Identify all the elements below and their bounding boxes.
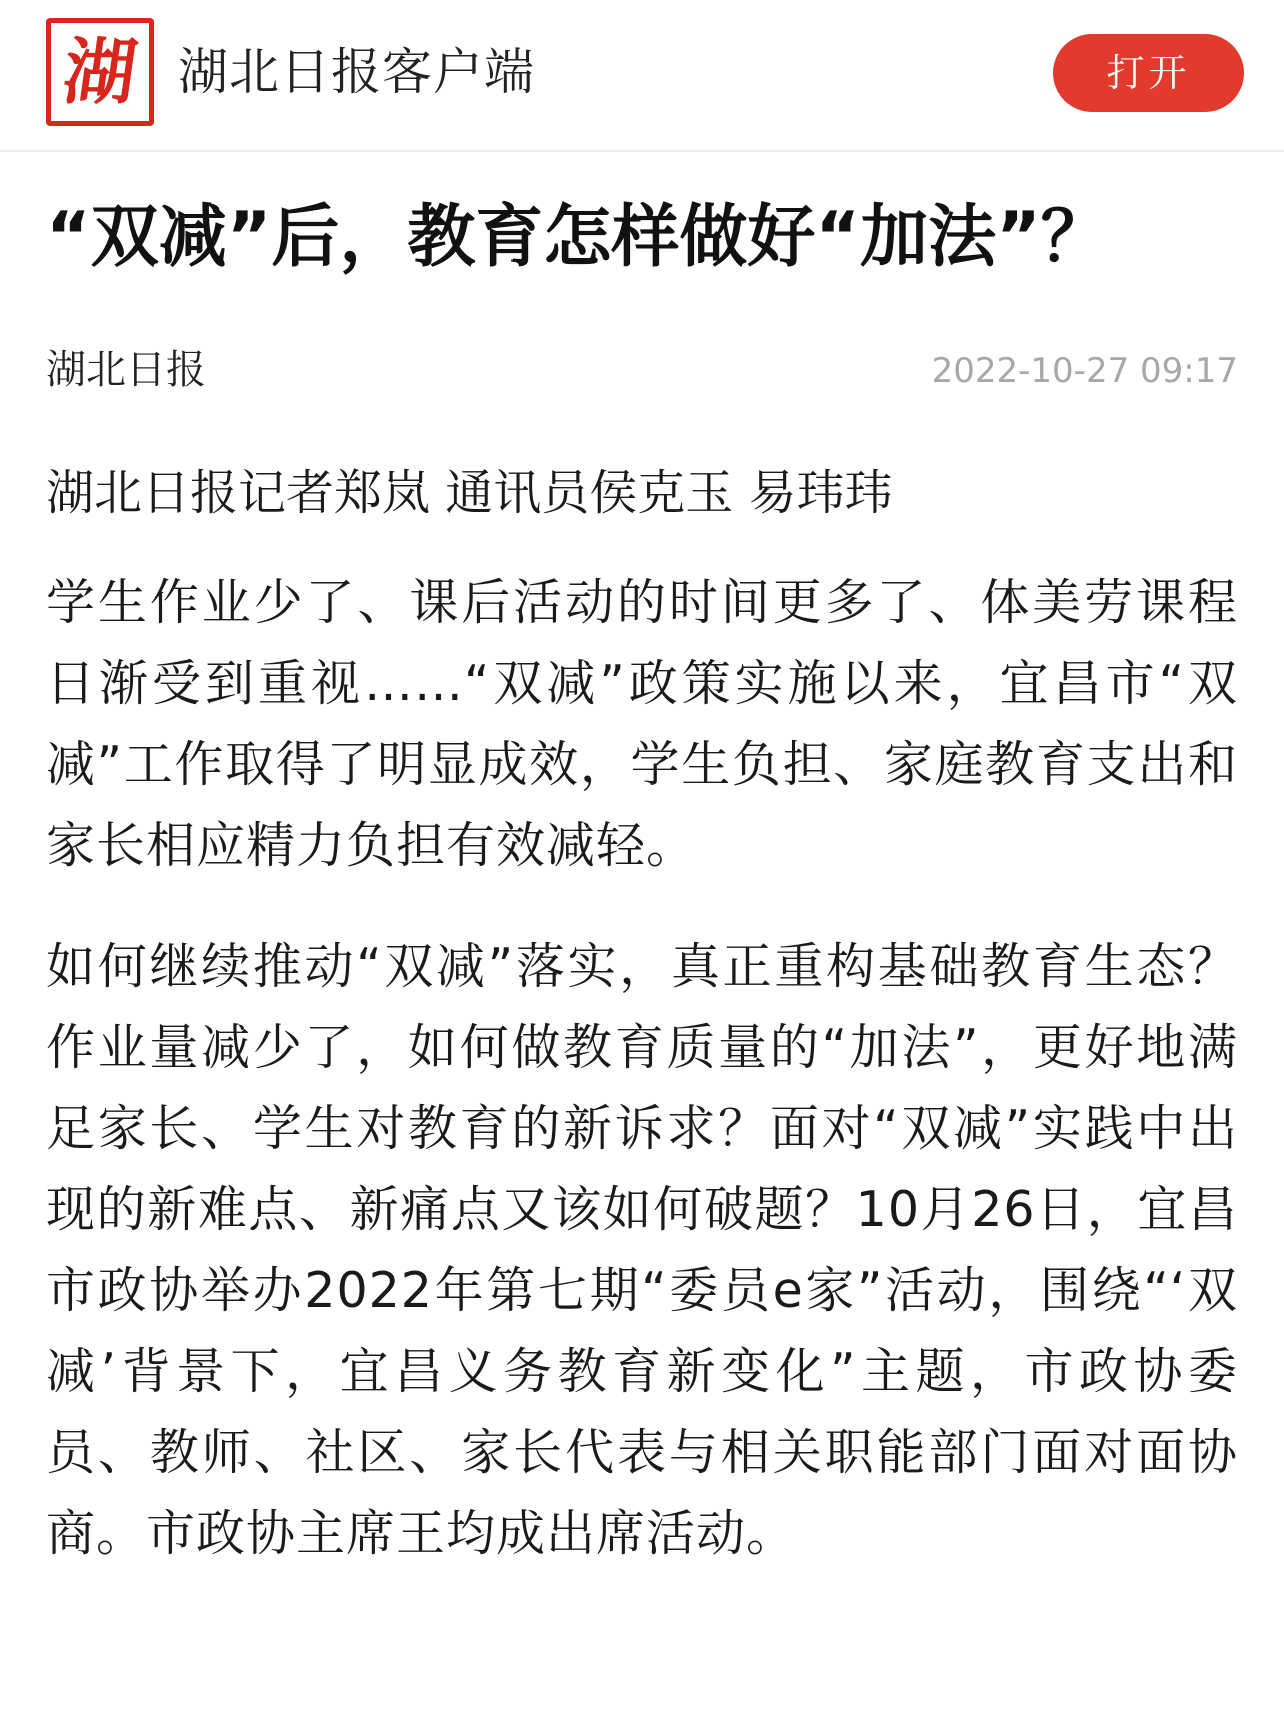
article-source[interactable]: 湖北日报 (46, 347, 206, 393)
article-byline: 湖北日报记者郑岚 通讯员侯克玉 易玮玮 (46, 465, 893, 521)
open-app-button[interactable]: 打开 (1053, 34, 1244, 112)
article-paragraph: 学生作业少了、课后活动的时间更多了、体美劳课程日渐受到重视……“双减”政策实施以来，宜昌市“双减”工作取得了明显成效，学生负担、家庭教育支出和家长相应精力负担有效减轻。 (46, 574, 1238, 874)
logo-glyph: 湖 (58, 29, 143, 114)
app-logo[interactable] (46, 18, 154, 126)
article-paragraph: 如何继续推动“双减”落实，真正重构基础教育生态？作业量减少了，如何做教育质量的“加法”，更好地满足家长、学生对教育的新诉求？面对“双减”实践中出现的新难点、新痛点又该如何破题？10月26日，宜昌市政协举办2022年第七期“委员e家”活动，围绕“‘双减’背景下，宜昌义务教育新变化”主题，市政协委员、教师、社区、家长代表与相关职能部门面对面协商。市政协主席王均成出席活动。 (46, 938, 1238, 1562)
article-timestamp: 2022-10-27 09:17 (931, 351, 1238, 391)
article-title: “双减”后，教育怎样做好“加法”？ (46, 198, 1109, 277)
article (46, 196, 1238, 1574)
article-meta (46, 342, 1238, 402)
app-header (0, 0, 1284, 152)
app-name: 湖北日报客户端 (178, 43, 535, 101)
